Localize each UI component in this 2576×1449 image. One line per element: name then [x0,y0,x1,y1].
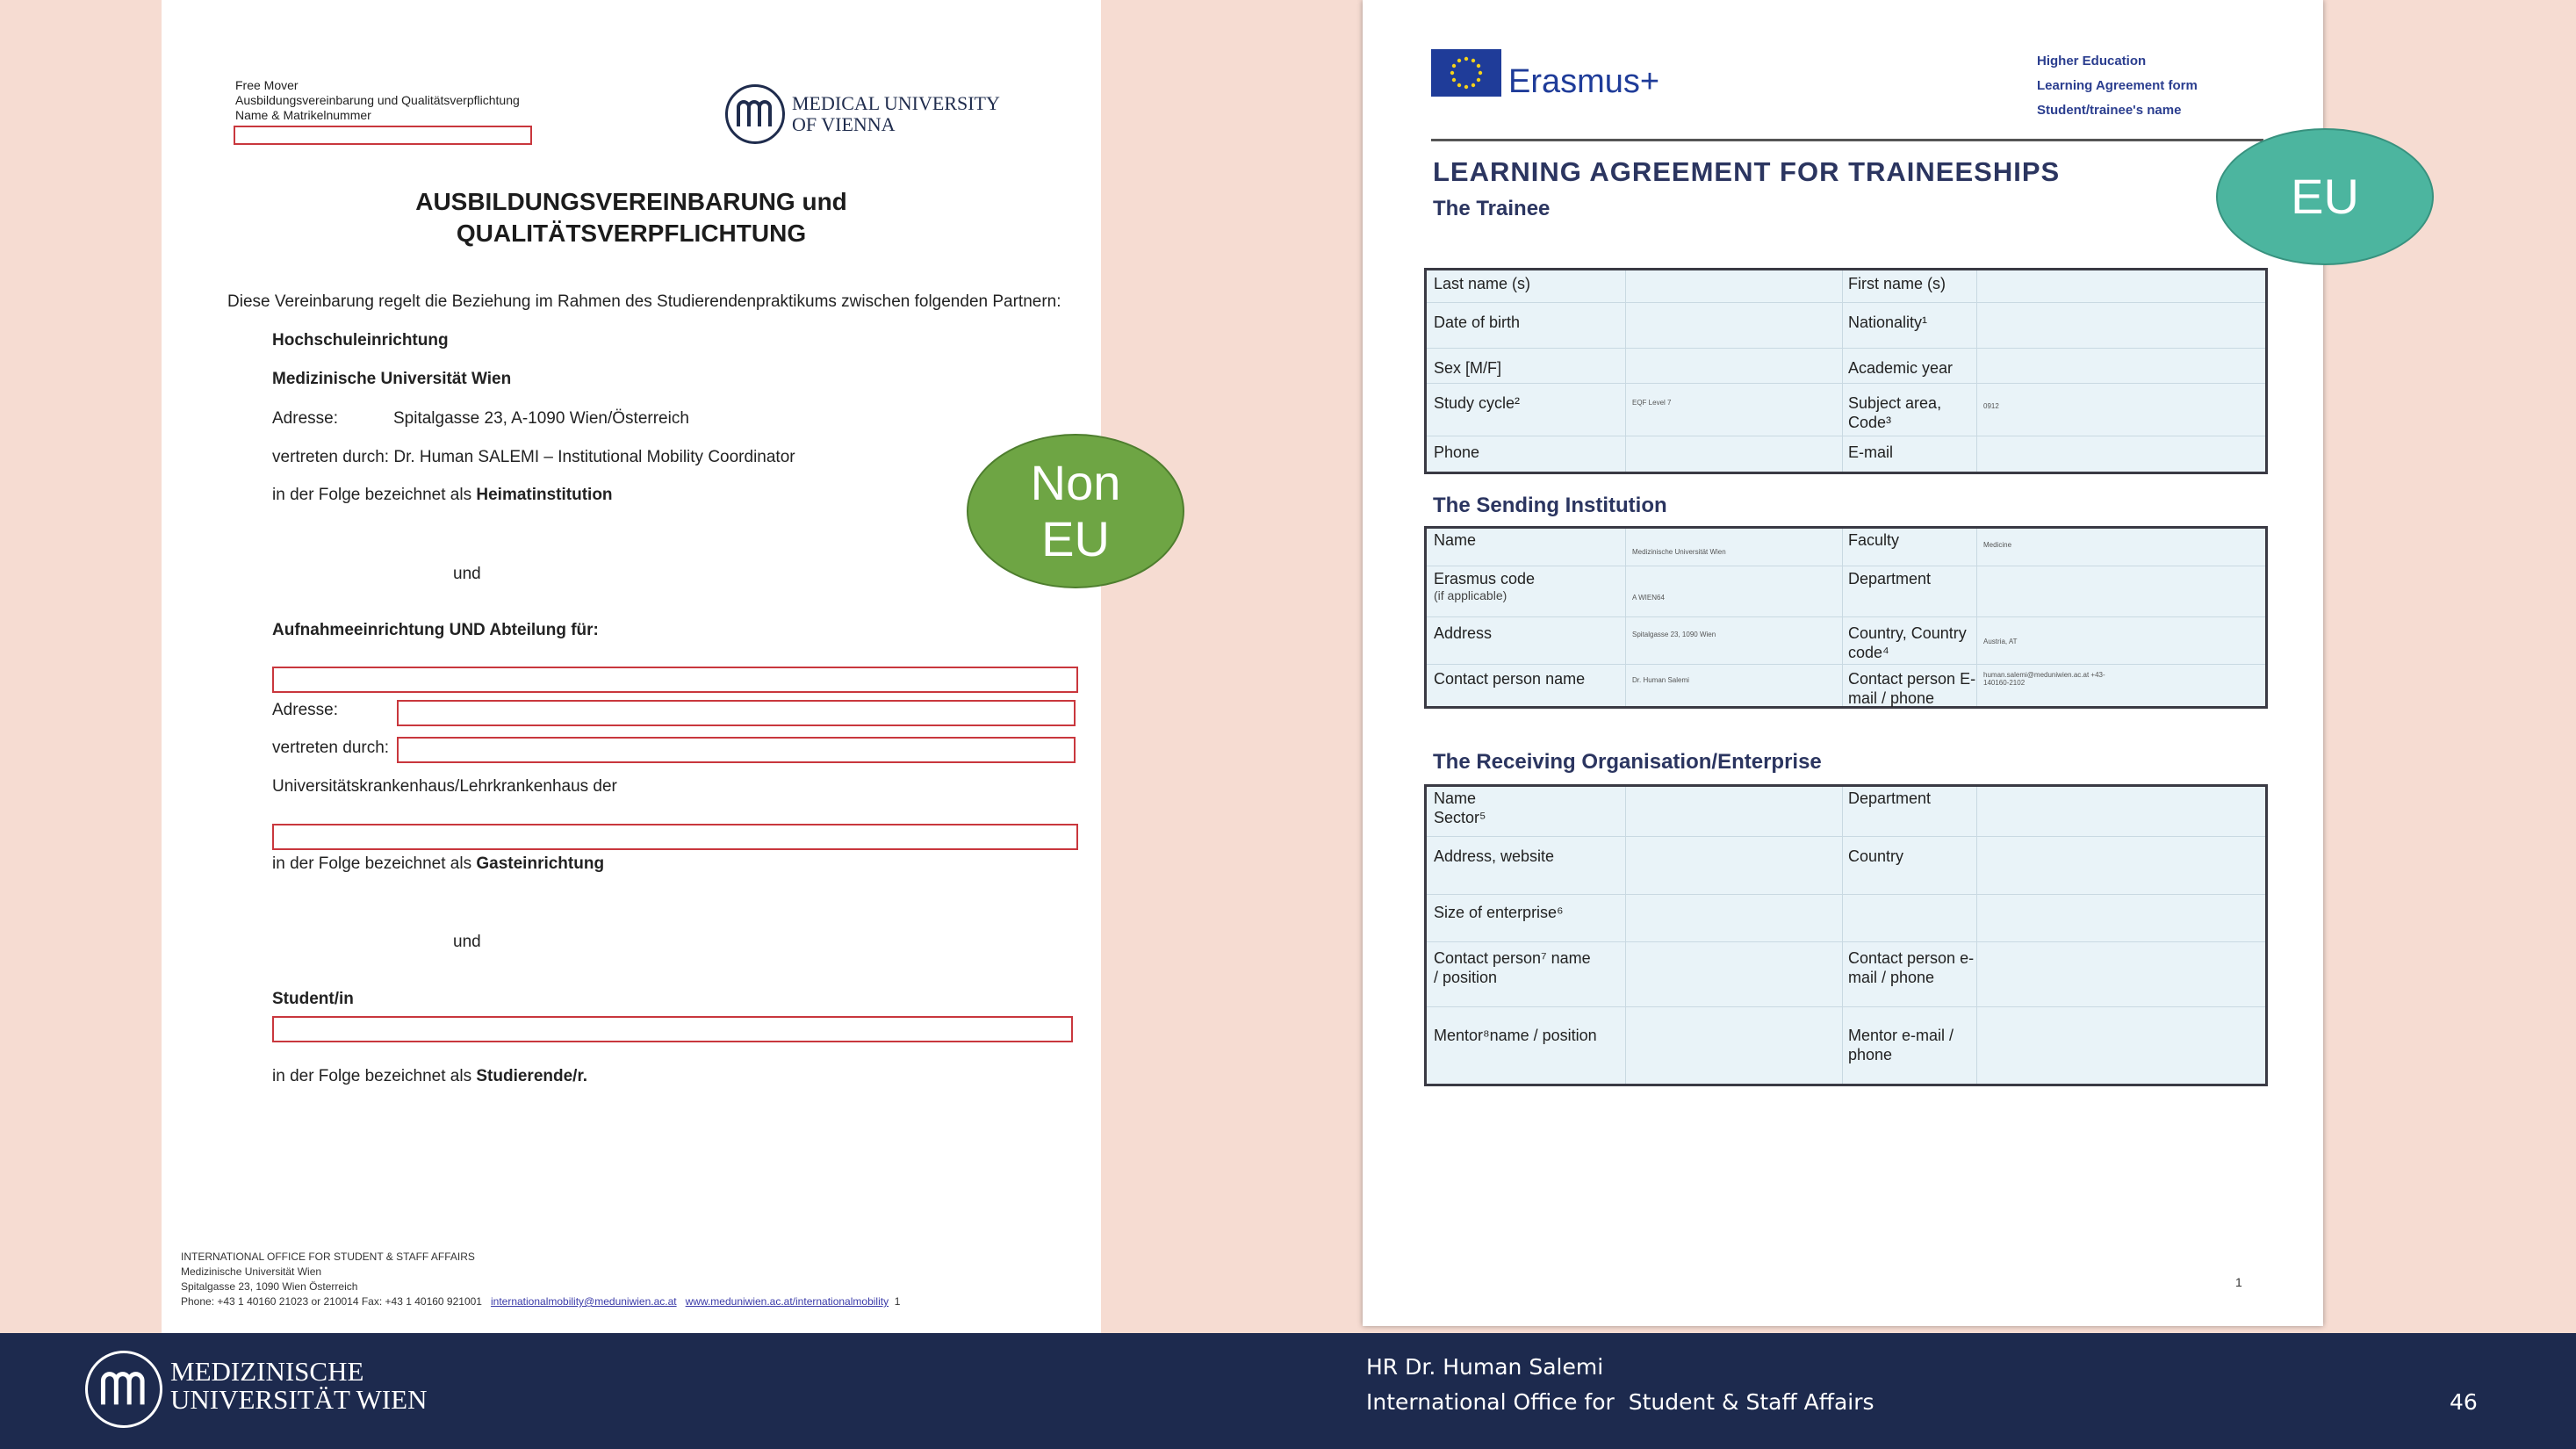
host-address-label: Adresse: [272,701,338,719]
field-label: Mentor e-mail / phone [1848,1027,1954,1063]
footer-phone: Phone: +43 1 40160 21023 or 210014 Fax: +43 1 40160 921001 [181,1295,482,1308]
field-value: A WIEN64 [1632,594,1665,602]
presenter-name: HR Dr. Human Salemi [1366,1354,1604,1380]
represented-by: vertreten durch: Dr. Human SALEMI – Institutional Mobility Coordinator [272,448,795,466]
non-eu-label: Non EU [1030,455,1121,566]
field-label: Size of enterprise⁶ [1434,904,1564,921]
field-label: Name Sector⁵ [1434,789,1486,826]
med-uni-logo-text [792,93,1000,135]
field-label: Country, Country code⁴ [1848,624,1967,661]
receiving-heading: The Receiving Organisation/Enterprise [1433,750,1822,774]
footer-line: INTERNATIONAL OFFICE FOR STUDENT & STAFF AFFAIRS [181,1251,475,1263]
referred-bold: Studierende/r. [476,1067,588,1085]
title-line: AUSBILDUNGSVEREINBARUNG und [415,188,847,215]
student-field[interactable] [272,1016,1073,1042]
logo-line: MEDIZINISCHE [170,1356,364,1387]
address-value: Spitalgasse 23, A-1090 Wien/Österreich [393,409,689,428]
host-rep-field[interactable] [397,737,1076,763]
home-heading: Hochschuleinrichtung [272,331,449,350]
field-label: Nationality¹ [1848,314,1928,331]
la-title: LEARNING AGREEMENT FOR TRAINEESHIPS [1433,156,2061,187]
referred-prefix: in der Folge bezeichnet als [272,854,472,873]
col-divider [1625,270,1626,472]
erasmus-side-labels [2037,49,2198,123]
referred-host [272,854,604,874]
col-divider [1842,529,1843,706]
side-label: Higher Education [2037,54,2147,68]
row-divider [1427,941,2265,942]
trainee-heading: The Trainee [1433,197,1551,220]
field-label: Department [1848,570,1932,588]
field-label: Academic year [1848,359,1954,377]
footer-web-link[interactable]: www.meduniwien.ac.at/internationalmobility [685,1295,889,1308]
referred-student [272,1067,587,1086]
field-value: Spitalgasse 23, 1090 Wien [1632,631,1716,638]
field-label: Contact person E-mail / phone [1848,670,1976,707]
header-line: Name & Matrikelnummer [235,108,371,122]
col-divider [1976,529,1977,706]
field-value: 0912 [1983,402,1999,410]
referred-bold: Heimatinstitution [476,486,613,504]
eu-flag-icon [1431,49,1501,97]
eu-learning-agreement-document [1363,0,2323,1326]
row-divider [1427,616,2265,617]
row-divider [1427,302,2265,303]
doc-footer [181,1250,900,1309]
field-value: Dr. Human Salemi [1632,676,1689,684]
field-label: Mentor⁸name / position [1434,1027,1597,1044]
field-value: Medizinische Universität Wien [1632,548,1726,556]
bottom-bar [0,1333,2576,1449]
host-rep-label: vertreten durch: [272,739,390,757]
field-label: Country [1848,847,1904,865]
footer-line: Spitalgasse 23, 1090 Wien Österreich [181,1280,358,1293]
field-sublabel: (if applicable) [1434,588,1507,602]
field-label: Subject area, Code³ [1848,394,1942,431]
logo-line: MEDICAL UNIVERSITY [792,92,1000,114]
col-divider [1842,270,1843,472]
med-uni-logo-icon [725,84,785,144]
sending-table [1424,526,2268,709]
intro-text: Diese Vereinbarung regelt die Beziehung im Rahmen des Studierendenpraktikums zwischen folgenden Partnern: [227,292,1061,311]
logo-line: OF VIENNA [792,113,896,135]
field-label: Study cycle² [1434,394,1521,412]
host-name-field[interactable] [272,667,1078,693]
footer-logo-text [170,1358,427,1414]
header-divider [1431,139,2263,141]
header-line: Free Mover [235,78,299,92]
field-label: Contact person name [1434,670,1586,688]
logo-line: UNIVERSITÄT WIEN [170,1384,428,1415]
row-divider [1427,894,2265,895]
student-heading: Student/in [272,990,354,1008]
hospital-label: Universitätskrankenhaus/Lehrkrankenhaus der [272,777,617,796]
field-label: Address, website [1434,847,1555,865]
field-value: Austria, AT [1983,638,2018,645]
field-label: Contact person⁷ name / position [1434,949,1591,986]
office-name: International Office for Student & Staff Affairs [1366,1389,1874,1415]
host-heading: Aufnahmeeinrichtung UND Abteilung für: [272,621,599,639]
field-label: First name (s) [1848,275,1946,292]
referred-bold: Gasteinrichtung [476,854,605,873]
row-divider [1427,383,2265,384]
referred-prefix: in der Folge bezeichnet als [272,486,472,504]
slide-number: 46 [2450,1389,2478,1415]
field-label: Sex [M/F] [1434,359,1502,377]
field-label: Address [1434,624,1493,642]
doc-title [162,186,1101,249]
non-eu-agreement-document [162,0,1101,1335]
non-eu-bubble [967,434,1184,588]
col-divider [1976,787,1977,1084]
col-divider [1842,787,1843,1084]
footer-line: Medizinische Universität Wien [181,1265,322,1278]
page-number: 1 [2235,1275,2242,1289]
field-label: Phone [1434,443,1480,461]
name-field-box [234,126,532,145]
field-label: Contact person e-mail / phone [1848,949,1975,986]
footer-contact-line [181,1294,900,1309]
address-label: Adresse: [272,409,338,428]
row-divider [1427,1006,2265,1007]
referred-prefix: in der Folge bezeichnet als [272,1067,472,1085]
receiving-table [1424,784,2268,1086]
field-value: Medicine [1983,541,2012,549]
row-divider [1427,836,2265,837]
eu-bubble [2216,128,2434,265]
footer-email-link[interactable]: internationalmobility@meduniwien.ac.at [490,1295,677,1308]
hospital-field[interactable] [272,824,1078,850]
footer-logo-icon [85,1351,162,1428]
col-divider [1625,529,1626,706]
field-label: Date of birth [1434,314,1521,331]
home-name: Medizinische Universität Wien [272,370,512,388]
trainee-table [1424,268,2268,474]
field-label: Department [1848,789,1932,807]
row-divider [1427,664,2265,665]
field-value: human.salemi@meduniwien.ac.at +43-140160-2102 [1983,671,2105,687]
referred-home [272,486,613,505]
doc-header [235,78,520,123]
field-value: EQF Level 7 [1632,399,1672,407]
footer-page: 1 [894,1295,901,1308]
field-label: E-mail [1848,443,1894,461]
side-label: Student/trainee's name [2037,103,2182,118]
side-label: Learning Agreement form [2037,78,2198,93]
title-line: QUALITÄTSVERPFLICHTUNG [456,220,807,247]
erasmus-brand: Erasmus+ [1508,63,1660,100]
und-text: und [453,565,481,583]
col-divider [1976,270,1977,472]
field-label: Last name (s) [1434,275,1531,292]
row-divider [1427,348,2265,349]
field-label: Faculty [1848,531,1900,549]
field-label: Erasmus code [1434,570,1536,588]
host-address-field[interactable] [397,700,1076,726]
field-label: Name [1434,531,1477,549]
sending-heading: The Sending Institution [1433,494,1667,517]
header-line: Ausbildungsvereinbarung und Qualitätsverpflichtung [235,93,520,107]
und-text: und [453,933,481,951]
eu-label: EU [2291,169,2359,224]
